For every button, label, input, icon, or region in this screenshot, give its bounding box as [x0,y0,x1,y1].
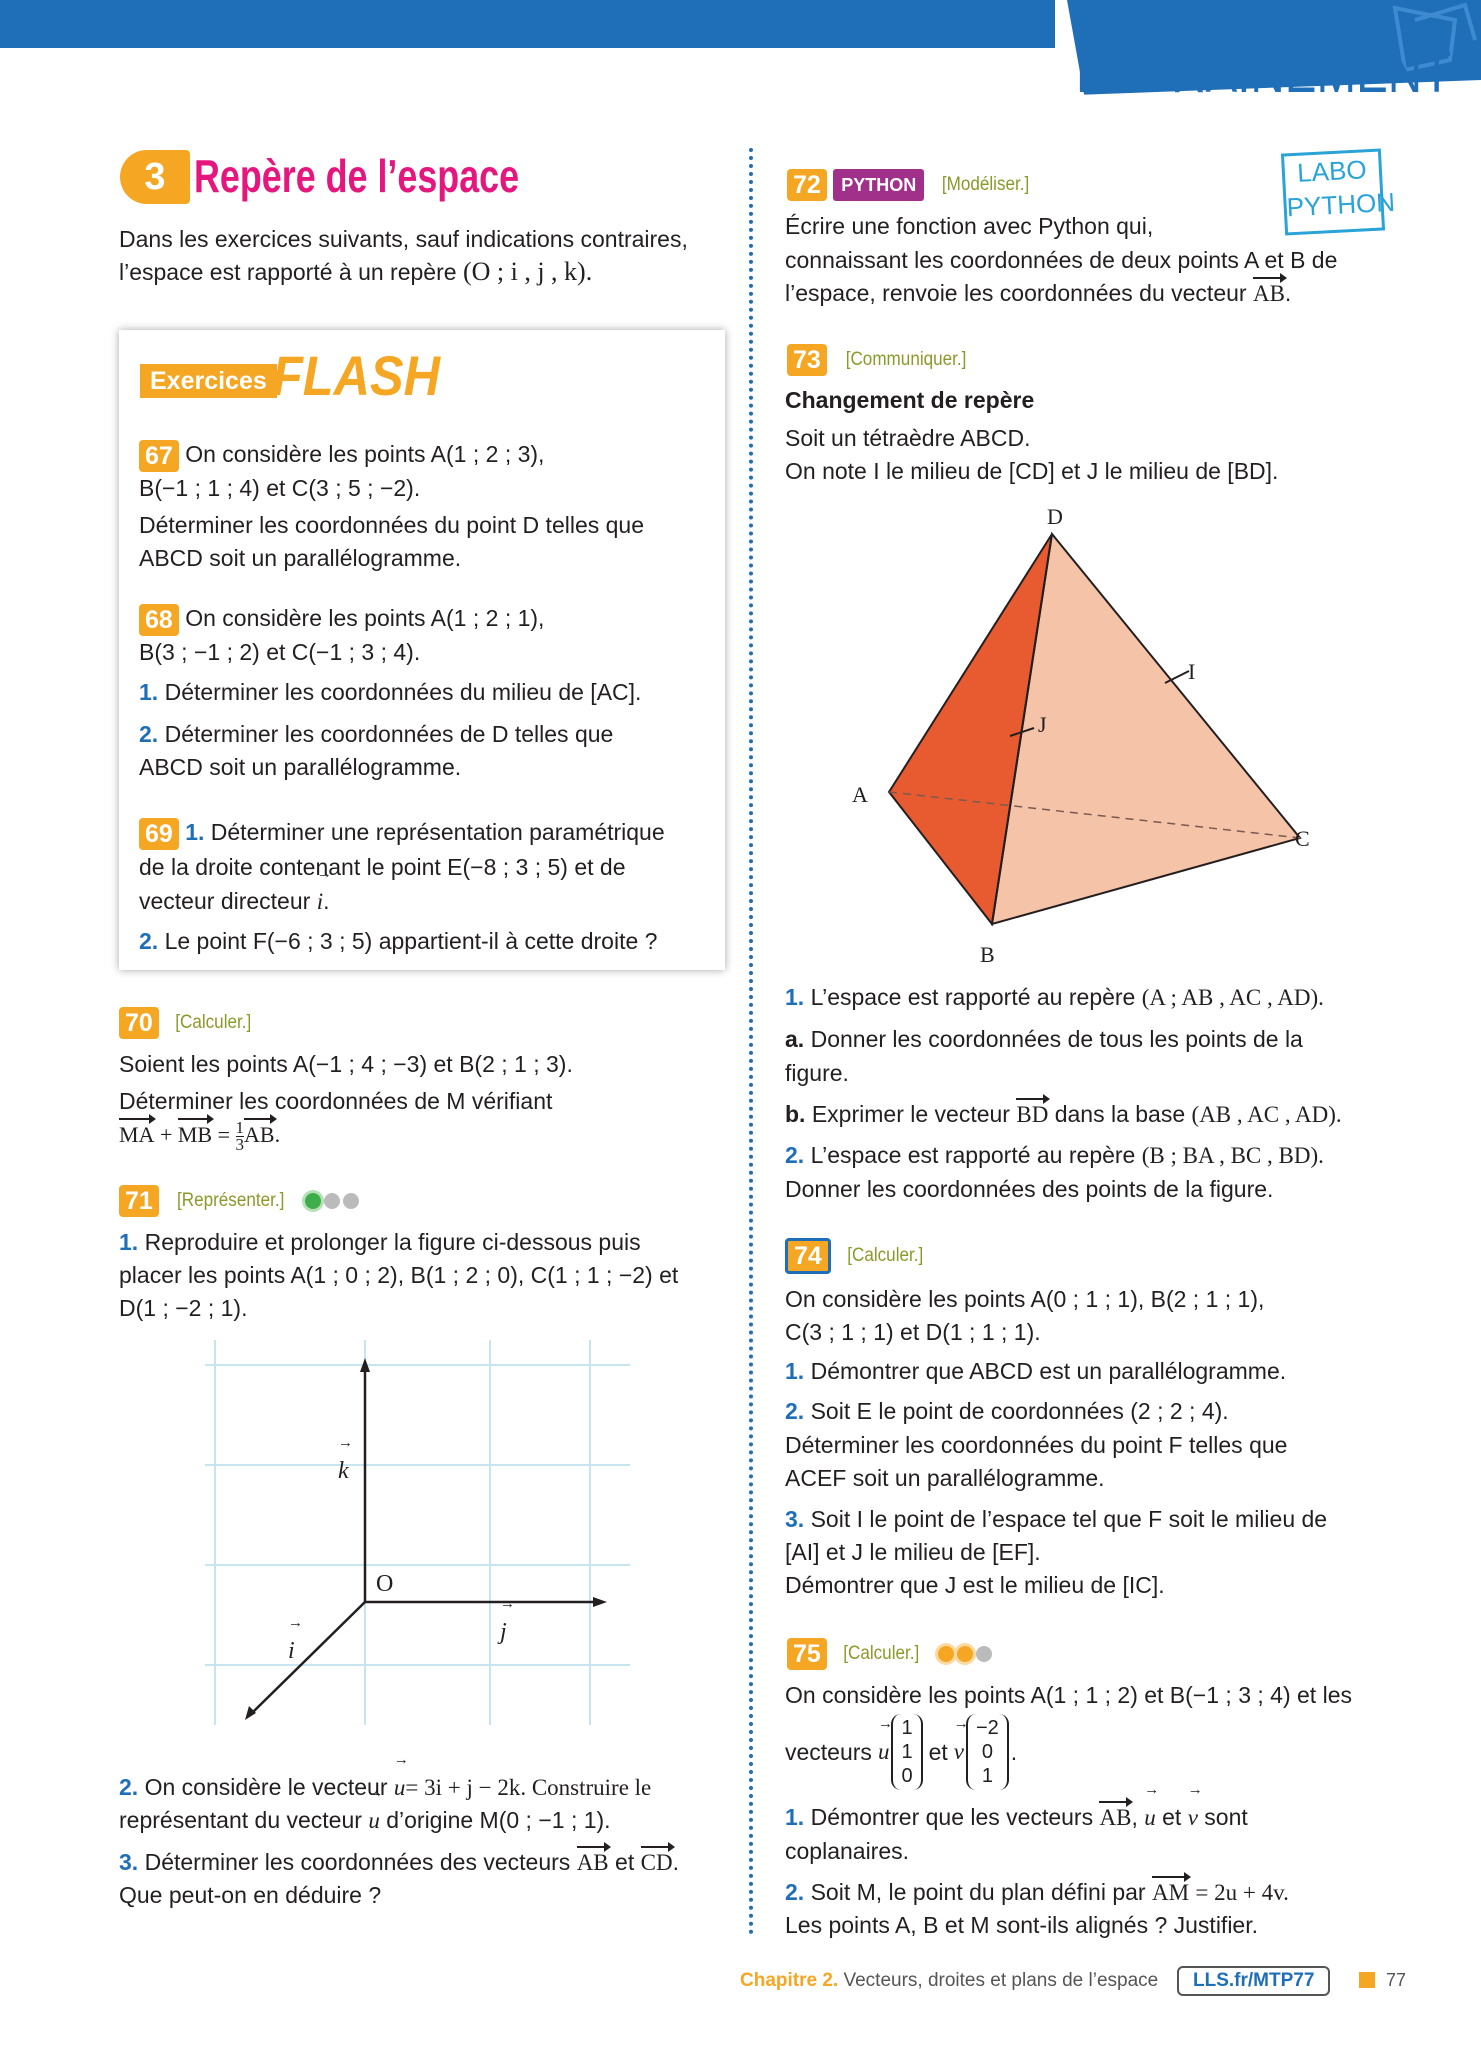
ex71 [119,1182,359,1218]
ex71-number: 71 [119,1185,159,1217]
ex71-line2: placer les points A(1 ; 0 ; 2), B(1 ; 2 ; 0), C(1 ; 1 ; −2) et [119,1262,679,1288]
ex74-q3-line3: Démontrer que J est le milieu de [IC]. [785,1572,1165,1598]
ex71-tag: [Représenter.] [177,1189,285,1211]
ex70-frac-den: 3 [235,1135,245,1155]
ex69-q2 [139,924,657,958]
ex73-qa-text: Donner les coordonnées de tous les points de la [810,1026,1303,1052]
ex70-vec-mb: MB [178,1118,212,1152]
ex73-q1-num: 1. [785,984,805,1010]
fig-label-i [288,1634,295,1668]
ex73-qa [785,1022,1303,1056]
ex70-fraction [236,1120,245,1153]
intro-repere: (O ; i , j , k). [462,257,593,286]
fig-i: → i [288,1634,295,1668]
ex75-q1-line2: coplanaires. [785,1838,910,1864]
flash-label-exercices: Exercices [140,364,277,398]
ex72-number: 72 [787,169,827,201]
ex68-q2-text: Déterminer les coordonnées de D telles que [164,721,614,747]
ex74-q1-text: Démontrer que ABCD est un parallélogramme. [810,1358,1287,1384]
ex71-line3: D(1 ; −2 ; 1). [119,1295,248,1321]
ex67-line3: Déterminer les coordonnées du point D telles que [139,512,645,538]
ex71-q3-num: 3. [119,1849,139,1875]
ex75-q1-sont: sont [1204,1804,1248,1830]
difficulty-dot-3 [976,1646,992,1662]
ex68-line1: On considère les points A(1 ; 2 ; 1), [185,605,545,631]
ex75-q2-eq: = 2u + 4v. [1195,1880,1289,1905]
page-number: 77 [1386,1970,1407,1990]
ex70-vec-ab: AB [244,1118,275,1152]
ex70-tag: [Calculer.] [175,1011,252,1033]
ex75-u: → u [878,1735,890,1769]
section-intro-line1: Dans les exercices suivants, sauf indications contraires, [119,226,688,252]
ex74-line2: C(3 ; 1 ; 1) et D(1 ; 1 ; 1). [785,1319,1041,1345]
ex70-number: 70 [119,1007,159,1039]
tetra-label-j: J [1038,712,1047,737]
tetra-label-d: D [1047,504,1063,529]
ex72-tag: [Modéliser.] [941,173,1029,195]
ex74-line1: On considère les points A(0 ; 1 ; 1), B(2 ; 1 ; 1), [785,1286,1265,1312]
ex70 [119,1004,256,1040]
ex75-u-z: 0 [901,1765,913,1787]
ex72 [787,166,1034,202]
ex73 [787,341,973,377]
ex73-line1: Soit un tétraèdre ABCD. [785,425,1031,451]
ex73-qb-text: Exprimer le vecteur [811,1101,1010,1127]
section-number: 3 [144,156,166,198]
column-separator [749,148,753,1936]
ex75-v-x: −2 [975,1717,999,1739]
footer-chapter [740,1967,1158,1995]
ex68-q1-text: Déterminer les coordonnées du milieu de [AC]. [164,679,642,705]
ex73-tetrahedron-figure [870,520,1350,970]
ex75-vecteurs-word: vecteurs [785,1739,872,1765]
ex73-q2-line2: Donner les coordonnées des points de la figure. [785,1176,1274,1202]
ex74-tag: [Calculer.] [847,1244,924,1266]
ex75-q2 [785,1875,1289,1910]
ex71-q1-num: 1. [119,1229,139,1255]
ex68-q2-num: 2. [139,721,159,747]
ex73-qa-line2: figure. [785,1060,849,1086]
ex73-q2 [785,1138,1324,1173]
ex70-frac-num: 1 [235,1118,245,1138]
ex70-line2: Déterminer les coordonnées de M vérifiant [119,1088,553,1114]
ex75-q2-line2: Les points A, B et M sont-ils alignés ? Justifier. [785,1912,1259,1938]
ex75-q1-u: → u [1144,1801,1156,1835]
ex71-q3 [119,1845,679,1880]
ex75-v-matrix [966,1714,1009,1790]
footer-chapter-title: Vecteurs, droites et plans de l’espace [843,1970,1159,1991]
footer-chapter-label: Chapitre 2. [740,1970,839,1991]
section-number-badge [120,150,190,204]
ex69-q2-num: 2. [139,928,159,954]
ex75-line1: On considère les points A(1 ; 1 ; 2) et B(−1 ; 3 ; 4) et les [785,1682,1352,1708]
ex75-u-y: 1 [901,1741,913,1763]
ex74-q2-num: 2. [785,1398,805,1424]
ex75-u-x: 1 [901,1717,913,1739]
labo-text: LABO [1296,154,1368,188]
ex75-v: → v [954,1735,964,1769]
ex73-qb [785,1097,1342,1132]
ex72-line1: Écrire une fonction avec Python qui, [785,213,1154,239]
ex69-number: 69 [139,818,179,850]
tetra-label-a: A [852,782,868,807]
ex69 [139,815,665,850]
ex75-v-y: 0 [981,1741,993,1763]
intro-text: l’espace est rapporté à un repère [119,259,457,285]
ex69-q1-num: 1. [185,819,205,845]
ex75-q1-text: Démontrer que les vecteurs [810,1804,1094,1830]
ex71-q2-eq: = 3i + j − 2k. Construire le [405,1775,652,1800]
ex73-qb-base: (AB , AC , AD). [1191,1102,1342,1127]
ex71-q3-line2: Que peut-on en déduire ? [119,1882,382,1908]
section-intro-line2 [119,255,592,289]
ex72-vec-ab: AB [1253,277,1285,311]
ex68-number: 68 [139,604,179,636]
labo-python-text: PYTHON [1285,186,1396,223]
section-title: Repère de l’espace [194,150,520,202]
ex73-qb-num: b. [785,1101,806,1127]
ex74-q3-text: Soit I le point de l’espace tel que F soit le milieu de [810,1506,1328,1532]
ex69-line2: de la droite contenant le point E(−8 ; 3 ; 5) et de [139,854,626,880]
ex75-vectors-end: . [1010,1739,1018,1765]
ex75-difficulty [938,1646,992,1662]
difficulty-dot-3 [343,1193,359,1209]
difficulty-dot-2 [957,1646,973,1662]
ex72-line3 [785,276,1291,311]
ex75-q1-vec-ab: AB [1099,1801,1131,1835]
ex69-line3-text: vecteur directeur [139,888,311,914]
ex75-q1 [785,1800,1248,1835]
fig-k: → k [338,1454,349,1488]
tetra-label-b: B [980,942,995,967]
ex69-line3: vecteur directeur → i. [139,884,329,919]
ex73-number: 73 [787,344,827,376]
ex73-qb-text2: dans la base [1054,1101,1186,1127]
ex69-line1: Déterminer une représentation paramétrique [210,819,665,845]
footer-square [1359,1972,1375,1988]
ex71-line1: Reproduire et prolonger la figure ci-dessous puis [144,1229,641,1255]
ex72-python-label: PYTHON [833,169,924,201]
ex74-q2-text: Soit E le point de coordonnées (2 ; 2 ; 4). [810,1398,1229,1424]
ex73-title: Changement de repère [785,387,1035,413]
ex68-q1-num: 1. [139,679,159,705]
labo-python-logo [1281,148,1396,235]
ex67-line2: B(−1 ; 1 ; 4) et C(3 ; 5 ; −2). [139,475,421,501]
ex75-q1-et: et [1162,1804,1182,1830]
fig-label-o: O [376,1571,394,1597]
ex75-v-z: 1 [981,1765,993,1787]
ex71-q2b-u: → u [368,1804,380,1838]
ex71-q3-end: . [672,1849,679,1875]
ex71-q2-u: → u [394,1771,406,1805]
ex73-q1-repere: (A ; AB , AC , AD). [1141,985,1324,1010]
ex68-q2-line2: ABCD soit un parallélogramme. [139,754,462,780]
ex71-q2 [119,1770,651,1805]
ex74-q1 [785,1354,1286,1388]
ex75-q2-text: Soit M, le point du plan défini par [810,1879,1146,1905]
ex73-qa-num: a. [785,1026,805,1052]
ex67-line4: ABCD soit un parallélogramme. [139,545,462,571]
tetra-label-i: I [1188,659,1196,684]
ex68-q2 [139,717,613,751]
ex71-q2b-end: d’origine M(0 ; −1 ; 1). [386,1807,611,1833]
ex73-q2-text: L’espace est rapporté au repère [810,1142,1136,1168]
ex71-q3-et: et [615,1849,635,1875]
ex71-difficulty [305,1193,359,1209]
footer-link[interactable]: LLS.fr/MTP77 [1177,1966,1330,1996]
ex74-q2 [785,1394,1229,1428]
ex75-tag: [Calculer.] [843,1642,920,1664]
ex73-q1-text: L’espace est rapporté au repère [810,984,1136,1010]
ex73-qb-vec-bd: BD [1016,1098,1048,1132]
ex70-end: . [274,1122,281,1147]
ex71-q1 [119,1225,641,1259]
page-title: ENTRAÎNEMENT [1076,40,1452,105]
ex74-number: 74 [785,1238,831,1274]
ex67-line1: On considère les points A(1 ; 2 ; 3), [185,441,545,467]
ex73-tag: [Communiquer.] [845,348,967,370]
difficulty-dot-1 [305,1193,321,1209]
ex75-q2-num: 2. [785,1879,805,1905]
ex75-et: et [928,1739,948,1765]
fig-label-k [338,1454,349,1488]
tetra-label-c: C [1295,826,1310,851]
ex74-q3-line2: [AI] et J le milieu de [EF]. [785,1539,1041,1565]
ex71-q2-text: On considère le vecteur [144,1774,388,1800]
ex75-q2-vec-am: AM [1152,1876,1189,1910]
flash-label-flash: FLASH [272,344,440,407]
ex71-q2-line2 [119,1803,611,1838]
ex74-q3 [785,1502,1327,1536]
fig-j: → j [500,1615,507,1649]
difficulty-dot-1 [938,1646,954,1662]
ex72-line3-text: l’espace, renvoie les coordonnées du vecteur [785,280,1247,306]
ex75-q1-num: 1. [785,1804,805,1830]
ex71-q3-vec-cd: CD [641,1846,673,1880]
ex68-q1 [139,675,641,709]
ex74 [785,1237,928,1274]
ex75-u-matrix [891,1714,922,1790]
ex73-q1 [785,980,1324,1015]
ex75-q1-comma: , [1131,1804,1138,1830]
ex69-q2-text: Le point F(−6 ; 3 ; 5) appartient-il à cette droite ? [164,928,658,954]
ex73-line2: On note I le milieu de [CD] et J le milieu de [BD]. [785,458,1279,484]
fig-label-j [500,1615,507,1649]
ex72-line3-end: . [1284,280,1292,306]
ex74-q2-line2: Déterminer les coordonnées du point F telles que [785,1432,1288,1458]
ex74-q2-line3: ACEF soit un parallélogramme. [785,1465,1105,1491]
ex75-number: 75 [787,1638,827,1670]
ex71-q3-vec-ab: AB [577,1846,609,1880]
ex71-q3-text: Déterminer les coordonnées des vecteurs [144,1849,571,1875]
ex75 [787,1635,992,1671]
ex71-axes-figure [205,1340,635,1730]
ex71-q2b-text: représentant du vecteur [119,1807,362,1833]
ex75-q1-v: → v [1188,1801,1198,1835]
ex70-vec-ma: MA [119,1118,154,1152]
ex69-vector-i: → i [317,885,323,919]
ex72-line2: connaissant les coordonnées de deux points A et B de [785,247,1338,273]
ex73-q2-repere: (B ; BA , BC , BD). [1141,1143,1324,1168]
ex68 [139,601,544,636]
header-bar [0,0,1060,48]
grid-lines [205,1340,630,1725]
ex74-q3-num: 3. [785,1506,805,1532]
ex73-q2-num: 2. [785,1142,805,1168]
ex75-vectors-line [785,1712,1017,1792]
difficulty-dot-2 [324,1193,340,1209]
ex68-line2: B(3 ; −1 ; 2) et C(−1 ; 3 ; 4). [139,639,421,665]
ex70-equals: = [217,1122,231,1147]
ex70-plus: + [159,1122,173,1147]
ex67-number: 67 [139,440,179,472]
ex67 [139,437,544,472]
ex71-q2-num: 2. [119,1774,139,1800]
ex70-equation [119,1118,280,1153]
ex74-q1-num: 1. [785,1358,805,1384]
ex70-line1: Soient les points A(−1 ; 4 ; −3) et B(2 ; 1 ; 3). [119,1051,573,1077]
